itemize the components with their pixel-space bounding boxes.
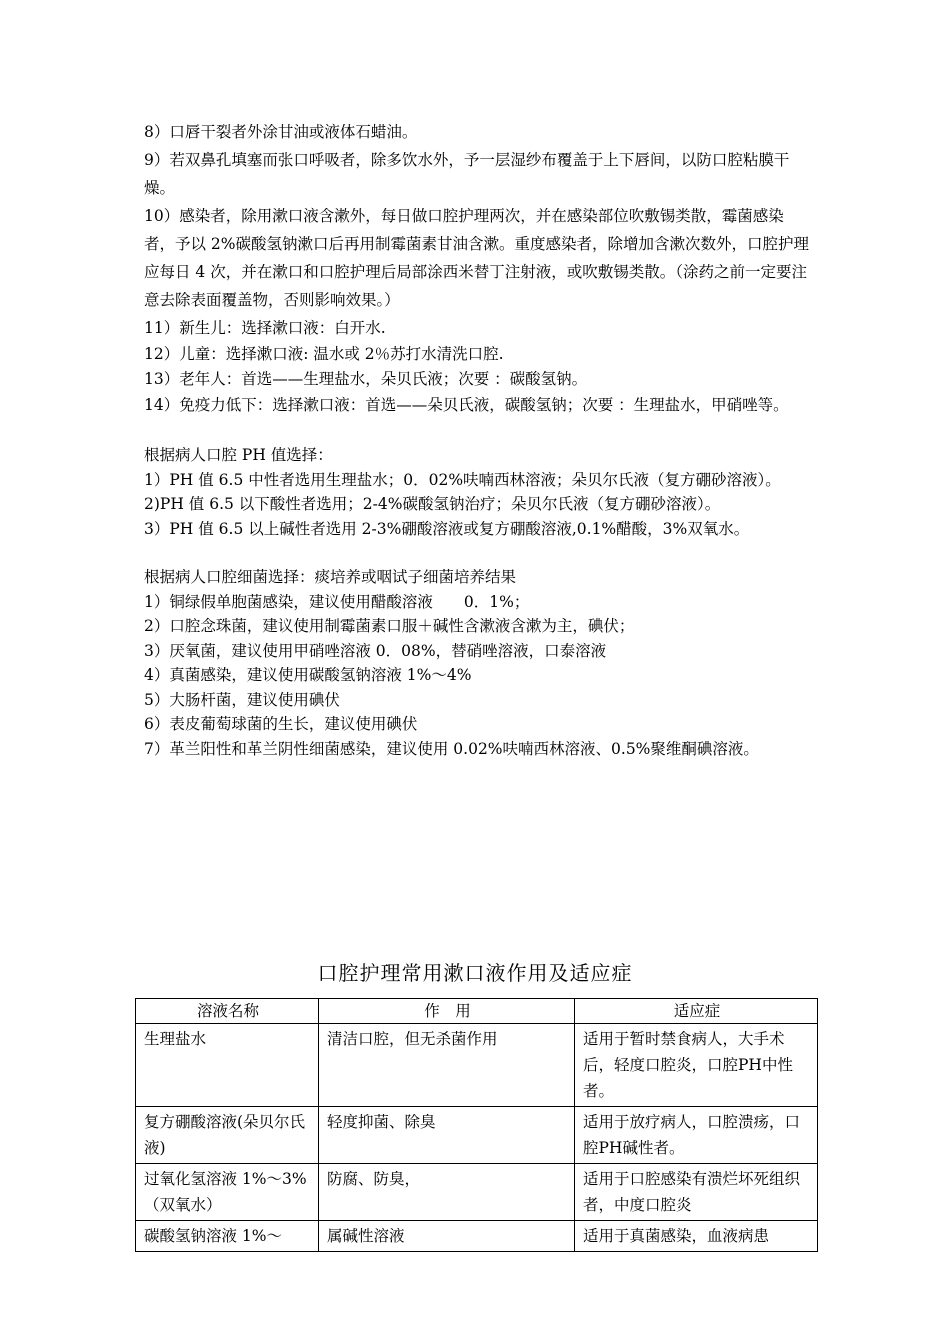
bacteria-item-4: 4）真菌感染，建议使用碳酸氢钠溶液 1%～4% [144, 666, 472, 684]
table-title: 口腔护理常用漱口液作用及适应症 [317, 961, 633, 985]
cell-effect: 属碱性溶液 [319, 1221, 575, 1252]
header-effect: 作 用 [319, 999, 575, 1024]
cell-indication: 适用于放疗病人，口腔溃疡，口腔PH碱性者。 [575, 1107, 818, 1164]
cell-solution-name: 复方硼酸溶液(朵贝尔氏液) [136, 1107, 319, 1164]
care-item-14: 14）免疫力低下：选择漱口液：首选——朵贝氏液，碳酸氢钠；次要 ：生理盐水，甲硝唑等。 [144, 396, 789, 414]
table-row [136, 1221, 818, 1252]
cell-effect: 轻度抑菌、除臭 [319, 1107, 575, 1164]
body-text [144, 118, 814, 761]
ph-item-3: 3）PH 值 6.5 以上碱性者选用 2-3%硼酸溶液或复方硼酸溶液,0.1%醋酸，3%双氧水。 [144, 519, 750, 538]
table-row [136, 1107, 818, 1164]
cell-effect: 防腐、防臭， [319, 1164, 575, 1221]
header-indication: 适应症 [575, 999, 818, 1024]
cell-indication: 适用于口腔感染有溃烂坏死组织者，中度口腔炎 [575, 1164, 818, 1221]
header-solution-name: 溶液名称 [136, 999, 319, 1024]
cell-effect: 清洁口腔，但无杀菌作用 [319, 1024, 575, 1107]
care-item-13: 13）老年人：首选——生理盐水，朵贝氏液；次要 ：碳酸氢钠。 [144, 369, 588, 388]
bacteria-item-5: 5）大肠杆菌，建议使用碘伏 [144, 690, 340, 709]
ph-item-1: 1）PH 值 6.5 中性者选用生理盐水；0．02%呋喃西林溶液；朵贝尔氏液（复方硼砂溶液）。 [144, 470, 781, 489]
care-item-9: 9）若双鼻孔填塞而张口呼吸者，除多饮水外，予一层湿纱布覆盖于上下唇间，以防口腔粘膜干燥。 [144, 151, 790, 197]
bacteria-item-1: 1）铜绿假单胞菌感染，建议使用醋酸溶液 0．1%； [144, 592, 530, 611]
bacteria-heading: 根据病人口腔细菌选择：痰培养或咽试子细菌培养结果 [144, 568, 517, 586]
ph-item-2: 2)PH 值 6.5 以下酸性者选用；2-4%碳酸氢钠治疗；朵贝尔氏液（复方硼砂溶液）。 [144, 495, 721, 513]
cell-solution-name: 碳酸氢钠溶液 1%～ [136, 1221, 319, 1252]
cell-solution-name: 过氧化氢溶液 1%～3%（双氧水） [136, 1164, 319, 1221]
ph-section [144, 443, 814, 541]
bacteria-item-6: 6）表皮葡萄球菌的生长，建议使用碘伏 [144, 715, 418, 733]
bacteria-item-7: 7）革兰阳性和革兰阴性细菌感染，建议使用 0.02%呋喃西林溶液、0.5%聚维酮碘溶液。 [144, 739, 759, 758]
ph-heading: 根据病人口腔 PH 值选择： [144, 446, 333, 464]
bacteria-item-2: 2）口腔念珠菌，建议使用制霉菌素口服＋碱性含漱液含漱为主，碘伏； [144, 617, 635, 635]
cell-indication: 适用于真菌感染，血液病患 [575, 1221, 818, 1252]
care-item-11: 11）新生儿：选择漱口液：白开水. [144, 319, 386, 337]
cell-indication: 适用于暂时禁食病人，大手术后，轻度口腔炎，口腔PH中性者。 [575, 1024, 818, 1107]
bacteria-section [144, 565, 814, 761]
table-row [136, 1164, 818, 1221]
bacteria-item-3: 3）厌氧菌，建议使用甲硝唑溶液 0．08%，替硝唑溶液，口泰溶液 [144, 641, 607, 660]
table-header-row [136, 999, 818, 1024]
cell-solution-name: 生理盐水 [136, 1024, 319, 1107]
mouthwash-table [135, 998, 818, 1252]
care-item-10: 10）感染者，除用漱口液含漱外，每日做口腔护理两次，并在感染部位吹敷锡类散，霉菌感染者，予以 2%碳酸氢钠漱口后再用制霉菌素甘油含漱。重度感染者，除增加含漱次数外，口腔护理应每日 4 次，并在漱口和口腔护理后局部涂西米替丁注射液，或吹敷锡类散。（涂药之前一定要注意去除表面覆盖物，否则影响效果。） [144, 207, 810, 309]
care-item-12: 12）儿童：选择漱口液: 温水或 2％苏打水清洗口腔. [144, 345, 504, 363]
care-item-8: 8）口唇干裂者外涂甘油或液体石蜡油。 [144, 123, 418, 141]
table-row [136, 1024, 818, 1107]
